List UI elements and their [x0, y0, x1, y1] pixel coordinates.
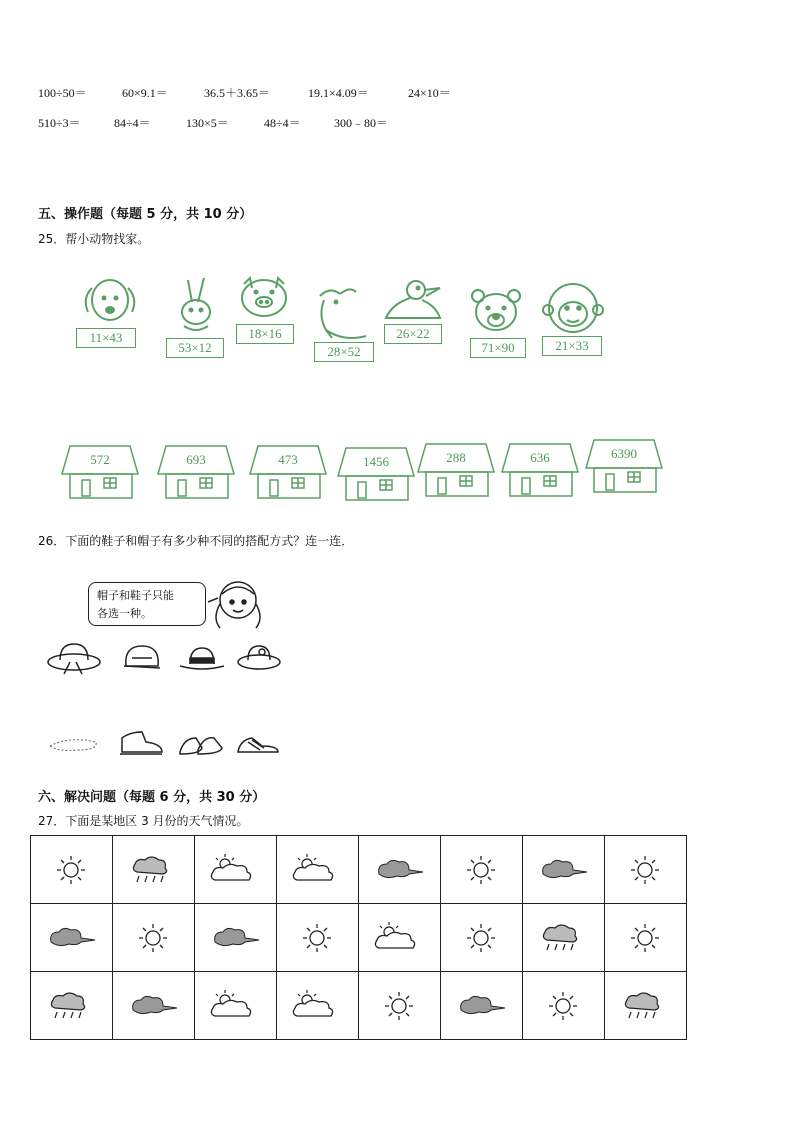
weather-cell — [359, 972, 441, 1040]
section-6-heading: 六、解决问题（每题 6 分，共 30 分） — [38, 790, 266, 805]
house-number: 1456 — [363, 454, 389, 469]
cloudy-icon — [41, 922, 99, 954]
weather-cell — [359, 836, 441, 904]
question-26: 26．下面的鞋子和帽子有多少种不同的搭配方式？连一连． — [38, 534, 354, 548]
rainy-icon — [123, 854, 181, 886]
animal-card[interactable] — [310, 286, 370, 359]
weather-row — [31, 904, 687, 972]
weather-cell — [605, 836, 687, 904]
weather-cell — [31, 904, 113, 972]
calc-item: 130×5＝ — [186, 116, 229, 130]
calc-item: 100÷50＝ — [38, 86, 87, 100]
house-number: 6390 — [611, 446, 637, 461]
weather-cell — [359, 904, 441, 972]
animal-card[interactable] — [170, 276, 220, 355]
house[interactable] — [584, 438, 664, 498]
sunny-icon — [41, 854, 99, 886]
dog-icon — [78, 276, 138, 326]
weather-cell — [441, 836, 523, 904]
weather-cell — [523, 972, 605, 1040]
calc-item: 48÷4＝ — [264, 116, 301, 130]
weather-cell — [277, 836, 359, 904]
sunny-icon — [533, 990, 591, 1022]
rainy-icon — [615, 990, 673, 1022]
house[interactable] — [336, 446, 416, 506]
partly-cloudy-icon — [287, 990, 345, 1022]
animal-card[interactable] — [382, 278, 444, 341]
house-number: 572 — [90, 452, 110, 467]
calc-item: 510÷3＝ — [38, 116, 81, 130]
weather-cell — [113, 904, 195, 972]
animal-label: 71×90 — [470, 338, 526, 358]
animal-label: 21×33 — [542, 336, 602, 356]
rainy-icon — [41, 990, 99, 1022]
weather-cell — [441, 904, 523, 972]
animal-label: 26×22 — [384, 324, 442, 344]
weather-cell — [523, 836, 605, 904]
house-number: 288 — [446, 450, 466, 465]
section-5-heading: 五、操作题（每题 5 分，共 10 分） — [38, 207, 253, 222]
animal-card[interactable] — [236, 276, 292, 341]
weather-cell — [195, 904, 277, 972]
animal-label: 11×43 — [76, 328, 136, 348]
cloudy-icon — [533, 854, 591, 886]
weather-cell — [113, 836, 195, 904]
duck-icon — [382, 278, 444, 324]
speech-bubble — [88, 582, 206, 626]
house-number: 636 — [530, 450, 550, 465]
partly-cloudy-icon — [369, 922, 427, 954]
sunny-icon — [615, 922, 673, 954]
sun-hat-icon[interactable] — [46, 640, 102, 676]
animal-card[interactable] — [540, 282, 606, 353]
bubble-line: 帽子和鞋子只能 — [97, 589, 174, 602]
cloudy-icon — [123, 990, 181, 1022]
sunny-icon — [451, 922, 509, 954]
weather-cell — [277, 904, 359, 972]
weather-cell — [31, 836, 113, 904]
pig-icon — [236, 276, 292, 320]
monkey-icon — [540, 282, 606, 334]
house[interactable] — [248, 444, 328, 504]
calc-item: 24×10＝ — [408, 86, 451, 100]
cloudy-icon — [451, 990, 509, 1022]
weather-row — [31, 836, 687, 904]
boot-icon[interactable] — [116, 726, 166, 758]
calc-item: 36.5＋3.65＝ — [204, 86, 271, 100]
partly-cloudy-icon — [205, 854, 263, 886]
sports-shoes-icon[interactable] — [234, 728, 282, 758]
animal-label: 28×52 — [314, 342, 374, 362]
house-number: 473 — [278, 452, 298, 467]
animal-label: 18×16 — [236, 324, 294, 344]
bubble-line: 各选一种。 — [97, 607, 152, 620]
weather-cell — [605, 972, 687, 1040]
sunny-icon — [369, 990, 427, 1022]
partly-cloudy-icon — [205, 990, 263, 1022]
calc-item: 19.1×4.09＝ — [308, 86, 369, 100]
weather-cell — [605, 904, 687, 972]
weather-cell — [31, 972, 113, 1040]
question-27: 27．下面是某地区 3 月份的天气情况。 — [38, 814, 249, 828]
weather-cell — [523, 904, 605, 972]
calc-item: 60×9.1＝ — [122, 86, 168, 100]
calc-item: 300﹣80＝ — [334, 116, 389, 130]
weather-cell — [441, 972, 523, 1040]
sandal-icon[interactable] — [48, 732, 100, 754]
animal-card[interactable] — [468, 288, 524, 355]
cap-icon[interactable] — [120, 642, 164, 674]
house-number: 693 — [186, 452, 206, 467]
animal-label: 53×12 — [166, 338, 224, 358]
sneakers-icon[interactable] — [176, 728, 226, 758]
house[interactable] — [500, 442, 580, 502]
sunny-icon — [451, 854, 509, 886]
house[interactable] — [416, 442, 496, 502]
animal-card[interactable] — [78, 276, 138, 345]
rainy-icon — [533, 922, 591, 954]
sunny-icon — [287, 922, 345, 954]
weather-cell — [195, 836, 277, 904]
girl-icon — [206, 576, 268, 634]
cloudy-icon — [205, 922, 263, 954]
weather-cell — [277, 972, 359, 1040]
house[interactable] — [156, 444, 236, 504]
question-25: 25．帮小动物找家。 — [38, 232, 150, 246]
house[interactable] — [60, 444, 140, 504]
calc-item: 84÷4＝ — [114, 116, 151, 130]
partly-cloudy-icon — [287, 854, 345, 886]
sunny-icon — [615, 854, 673, 886]
fedora-hat-icon[interactable] — [178, 644, 226, 672]
weather-cell — [195, 972, 277, 1040]
weather-row — [31, 972, 687, 1040]
bear-icon — [468, 288, 524, 336]
cloudy-icon — [369, 854, 427, 886]
bonnet-hat-icon[interactable] — [236, 642, 282, 672]
rabbit-icon — [170, 276, 220, 336]
weather-cell — [113, 972, 195, 1040]
sunny-icon — [123, 922, 181, 954]
weather-table — [30, 835, 687, 1040]
goat-icon — [310, 286, 370, 342]
